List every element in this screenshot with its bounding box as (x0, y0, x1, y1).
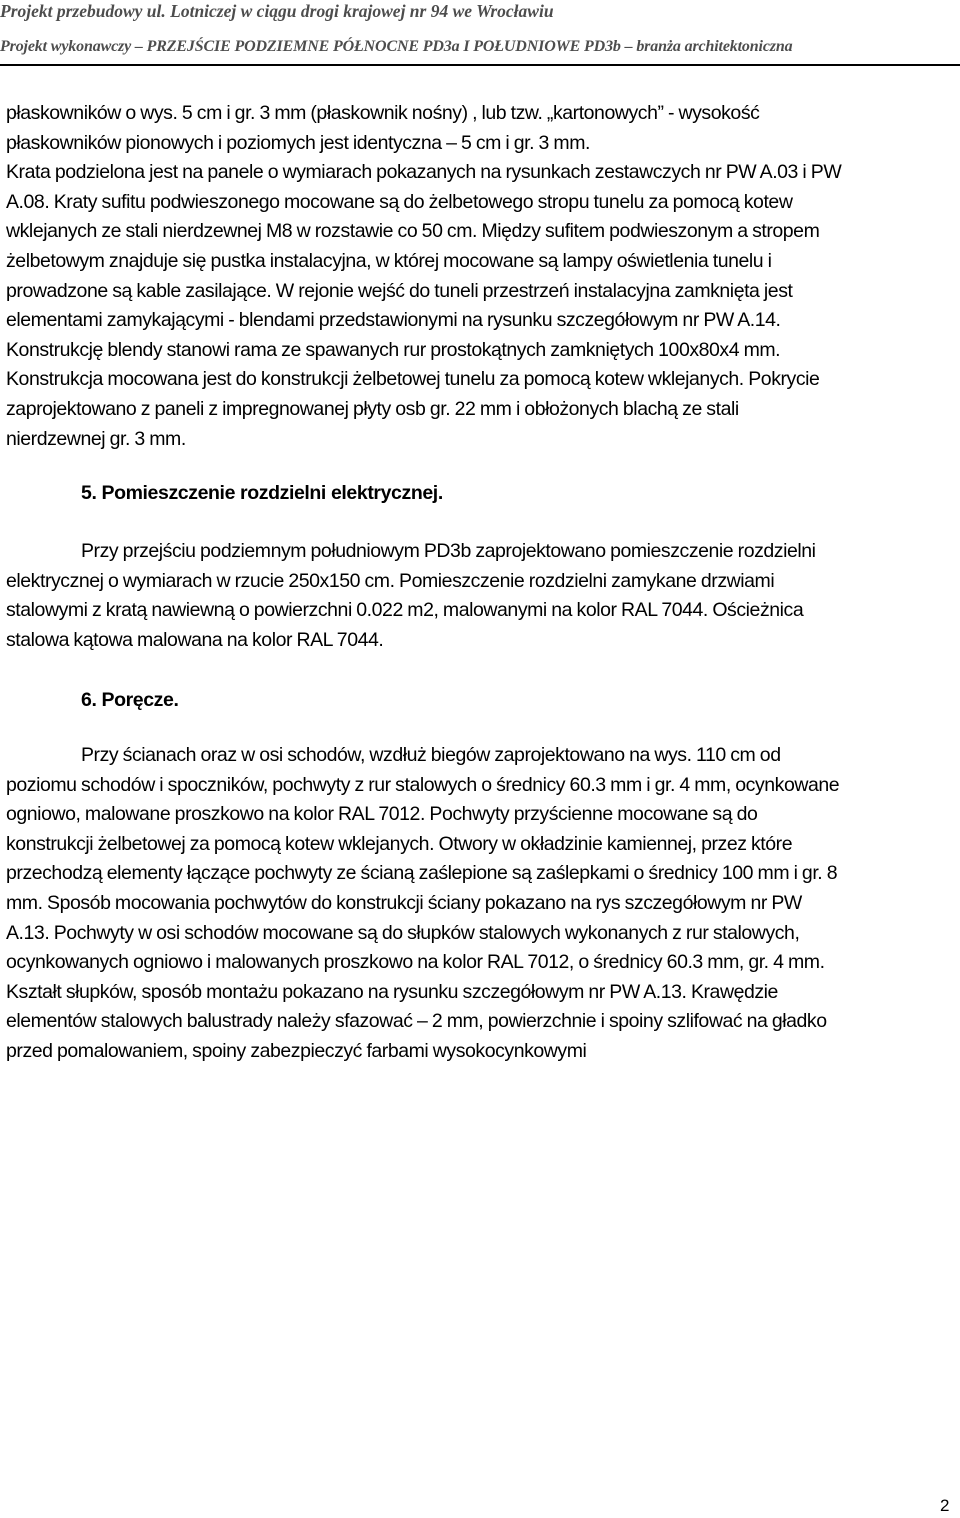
text-line: elementami zamykającymi - blendami przedstawionymi na rysunku szczegółowym nr PW A.14. (6, 309, 781, 332)
text-line: elektrycznej o wymiarach w rzucie 250x150 cm. Pomieszczenie rozdzielni zamykane drzwiami (6, 569, 775, 592)
section-6-paragraph (6, 741, 954, 1067)
text-line: żelbetowym znajduje się pustka instalacyjna, w której mocowane są lampy oświetlenia tunelu i (6, 249, 772, 272)
text-line: Kształt słupków, sposób montażu pokazano na rysunku szczegółowym nr PW A.13. Krawędzie (6, 980, 778, 1003)
project-title: Projekt przebudowy ul. Lotniczej w ciągu drogi krajowej nr 94 we Wrocławiu (0, 1, 554, 21)
text-line: Konstrukcję blendy stanowi rama ze spawanych rur prostokątnych zamkniętych 100x80x4 mm. (6, 338, 781, 361)
text-line: stalowymi z kratą nawiewną o powierzchni 0.022 m2, malowanymi na kolor RAL 7044. Ościeżnica (6, 599, 804, 622)
text-line: A.08. Kraty sufitu podwieszonego mocowane są do żelbetowego stropu tunelu za pomocą kotew (6, 190, 793, 213)
text-line: prowadzone są kable zasilające. W rejonie wejść do tuneli przestrzeń instalacyjna zamknięta jest (6, 279, 793, 302)
text-line: Przy przejściu podziemnym południowym PD3b zaprojektowano pomieszczenie rozdzielni (81, 540, 816, 562)
section-6-heading: 6. Poręcze. (81, 689, 179, 711)
text-line: nierdzewnej gr. 3 mm. (6, 427, 186, 450)
text-line: wklejanych ze stali nierdzewnej M8 w rozstawie co 50 cm. Między sufitem podwieszonym a stropem (6, 220, 820, 243)
page-number: 2 (940, 1496, 950, 1515)
text-line: płaskowników o wys. 5 cm i gr. 3 mm (płaskownik nośny) , lub tzw. „kartonowych” - wysokość (6, 102, 760, 124)
header-divider (0, 64, 960, 66)
text-line: płaskowników pionowych i poziomych jest identyczna – 5 cm i gr. 3 mm. (6, 131, 590, 154)
text-line: konstrukcji żelbetowej za pomocą kotew wklejanych. Otwory w okładzinie kamiennej, przez które (6, 832, 793, 855)
text-line: poziomu schodów i spoczników, pochwyty z rur stalowych o średnicy 60.3 mm i gr. 4 mm, ocynkowane (6, 773, 840, 796)
section-5-heading: 5. Pomieszczenie rozdzielni elektrycznej. (81, 482, 443, 504)
text-line: Konstrukcja mocowana jest do konstrukcji żelbetowej tunelu za pomocą kotew wklejanych. Pokrycie (6, 368, 820, 391)
text-line: przechodzą elementy łączące pochwyty ze ścianą zaślepione są zaślepkami o średnicy 100 mm i gr. 8 (6, 862, 838, 885)
project-subtitle: Projekt wykonawczy – PRZEJŚCIE PODZIEMNE PÓŁNOCNE PD3a I POŁUDNIOWE PD3b – branża architektoniczna (0, 38, 793, 55)
text-line: mm. Sposób mocowania pochwytów do konstrukcji ściany pokazano na rys szczegółowym nr PW (6, 891, 802, 914)
text-line: stalowa kątowa malowana na kolor RAL 7044. (6, 628, 384, 651)
text-line: Krata podzielona jest na panele o wymiarach pokazanych na rysunkach zestawczych nr PW A.03 i PW (6, 161, 842, 184)
text-line: A.13. Pochwyty w osi schodów mocowane są do słupków stalowych wykonanych z rur stalowych, (6, 921, 800, 944)
text-line: ogniowo, malowane proszkowo na kolor RAL 7012. Pochwyty przyścienne mocowane są do (6, 803, 758, 826)
text-line: zaprojektowano z paneli z impregnowanej płyty osb gr. 22 mm i obłożonych blachą ze stali (6, 397, 739, 420)
text-line: Przy ścianach oraz w osi schodów, wzdłuż biegów zaprojektowano na wys. 110 cm od (81, 744, 781, 766)
text-line: przed pomalowaniem, spoiny zabezpieczyć farbami wysokocynkowymi (6, 1039, 587, 1062)
text-line: ocynkowanych ogniowo i malowanych proszkowo na kolor RAL 7012, o średnicy 60.3 mm, gr. 4 mm. (6, 951, 825, 974)
paragraph-ceiling-grate (6, 99, 954, 454)
section-5-paragraph (6, 537, 954, 655)
text-line: elementów stalowych balustrady należy sfazować – 2 mm, powierzchnie i spoiny szlifować na gładko (6, 1010, 827, 1033)
